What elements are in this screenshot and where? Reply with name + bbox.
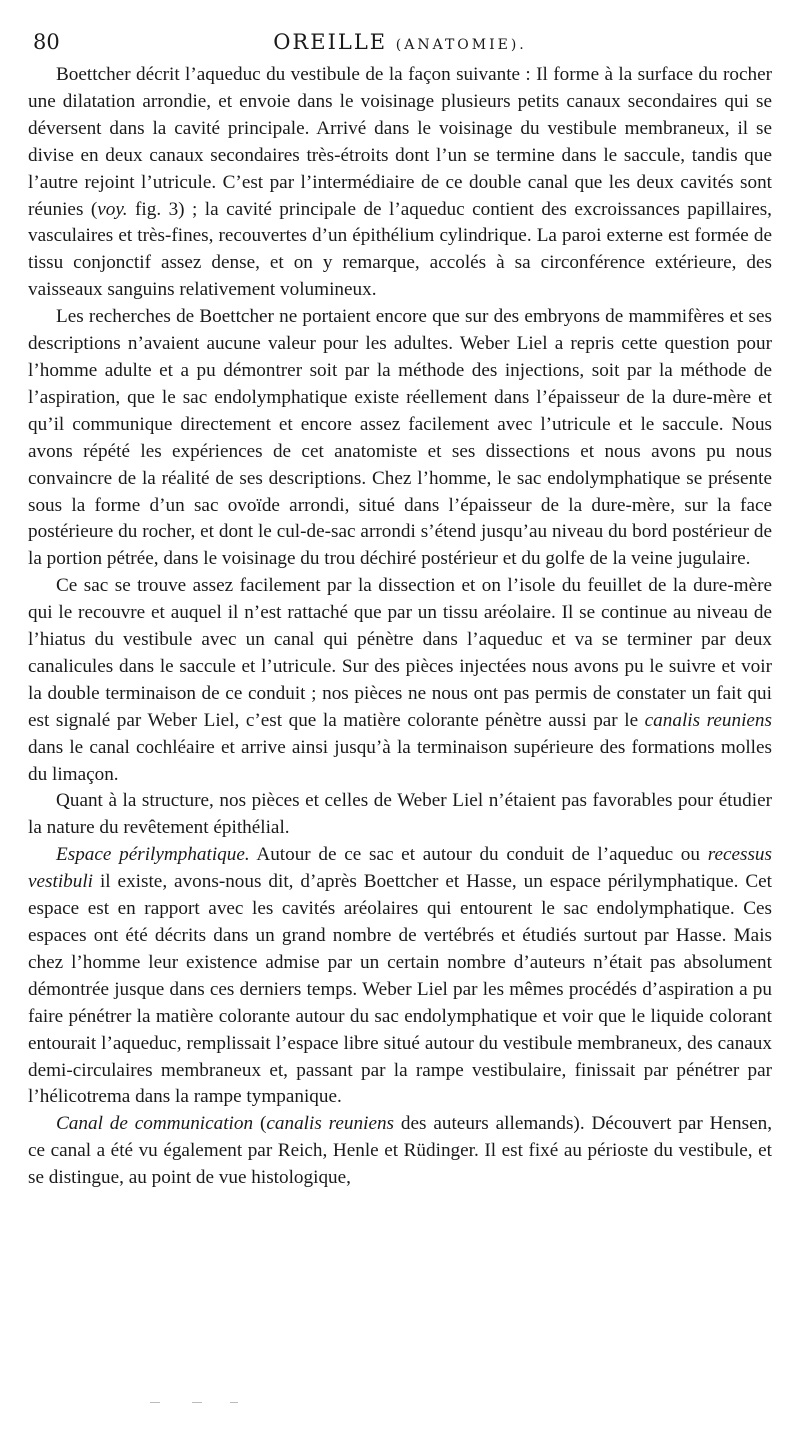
footer-mark xyxy=(230,1402,238,1403)
section-heading-italic: Espace périlymphatique. xyxy=(56,844,250,866)
text-run: fig. 3) ; la cavité principale de l’aqueduc contient des excroissances papillaires, vasculaires et très-fines, recouvertes d’un épithélium cylindrique. La paroi externe est formée de tissu conjonctif assez dense, et on y remarque, accolés à sa circonférence extérieure, des vaisseaux sanguins relativement volumineux. xyxy=(28,198,772,301)
text-run: ( xyxy=(253,1113,267,1135)
section-heading-italic: Canal de communication xyxy=(56,1113,254,1135)
italic-run: recessus vestibuli xyxy=(28,844,772,893)
footer-mark xyxy=(192,1402,202,1403)
text-run: Boettcher décrit l’aqueduc du vestibule de la façon suivante : Il forme à la surface du rocher une dilatation arrondie, et envoie dans le voisinage plusieurs petits canaux secondaires qui se déversent dans la cavité principale. Arrivé dans le voisinage du vestibule membraneux, il se divise en deux canaux secondaires très-étroits dont l’un se termine dans le saccule, tandis que l’autre rejoint l’utricule. C’est par l’intermédiaire de ce double canal que les deux cavités sont réunies ( xyxy=(28,64,772,220)
footer-marks xyxy=(150,1402,270,1406)
text-run: Quant à la structure, nos pièces et celles de Weber Liel n’étaient pas favorables pour étudier la nature du revêtement épithélial. xyxy=(28,790,772,839)
running-header xyxy=(28,28,772,62)
italic-run: voy. xyxy=(97,198,128,220)
paragraph xyxy=(28,304,772,573)
footer-mark xyxy=(150,1402,160,1403)
page xyxy=(28,28,772,1192)
running-title xyxy=(28,30,772,54)
text-run: des auteurs allemands). Découvert par Hensen, ce canal a été vu également par Reich, Henle et Rüdinger. Il est fixé au périoste du vestibule, et se distingue, au point de vue histologique, xyxy=(28,1113,772,1189)
italic-run: canalis reuniens xyxy=(266,1113,395,1135)
text-run: Autour de ce sac et autour du conduit de l’aqueduc ou xyxy=(249,844,708,866)
paragraph xyxy=(28,1111,772,1192)
running-title-main: OREILLE xyxy=(273,30,388,54)
text-run: Ce sac se trouve assez facilement par la dissection et on l’isole du feuillet de la dure-mère qui le recouvre et auquel il n’est rattaché que par un tissu aréolaire. Il se continue au niveau de l’hiatus du vestibule avec un canal qui pénètre dans l’aqueduc et va se terminer par deux canalicules dans le saccule et l’utricule. Sur des pièces injectées nous avons pu le suivre et voir la double terminaison de ce conduit ; nos pièces ne nous ont pas permis de constater un fait qui est signalé par Weber Liel, c’est que la matière colorante pénètre aussi par le xyxy=(28,575,772,731)
italic-run: canalis reuniens xyxy=(644,709,772,731)
paragraph xyxy=(28,842,772,1111)
text-run: Les recherches de Boettcher ne portaient encore que sur des embryons de mammifères et ses descriptions n’avaient aucune valeur pour les adultes. Weber Liel a repris cette question pour l’homme adulte et a pu démontrer soit par la méthode des injections, soit par la méthode de l’aspiration, que le sac endolymphatique existe réellement dans l’épaisseur de la dure-mère et qu’il communique directement et encore assez facilement avec l’utricule et le saccule. Nous avons répété les expériences de cet anatomiste et ses dissections et nous avons pu nous convaincre de la réalité de ses descriptions. Chez l’homme, le sac endolymphatique se présente sous la forme d’un sac ovoïde arrondi, situé dans l’épaisseur de la dure-mère, sur la face postérieure du rocher, et dont le cul-de-sac arrondi s’étend jusqu’au niveau du bord postérieur de la portion pétrée, dans le voisinage du trou déchiré postérieur et du golfe de la veine jugulaire. xyxy=(28,306,772,570)
page-number: 80 xyxy=(33,30,60,54)
paragraph xyxy=(28,62,772,304)
body-text xyxy=(28,62,772,1192)
running-title-sub: (ANATOMIE). xyxy=(395,37,527,53)
text-run: il existe, avons-nous dit, d’après Boettcher et Hasse, un espace périlymphatique. Cet espace est en rapport avec les cavités aréolaires qui entourent le sac endolymphatique. Ces espaces ont été décrits dans un grand nombre de vertébrés et étudiés surtout par Hasse. Mais chez l’homme leur existence admise par un certain nombre d’auteurs n’était pas absolument démontrée jusque dans ces derniers temps. Weber Liel par les mêmes procédés d’aspiration a pu faire pénétrer la matière colorante autour du sac endolymphatique et voir que le liquide colorant entourait l’aqueduc, remplissait l’espace libre situé autour du vestibule membraneux, des canaux demi-circulaires membraneux et, passant par la rampe vestibulaire, finissait par pénétrer par l’hélicotrema dans la rampe tympanique. xyxy=(28,871,772,1108)
text-run: dans le canal cochléaire et arrive ainsi jusqu’à la terminaison supérieure des formations molles du limaçon. xyxy=(28,736,772,785)
paragraph xyxy=(28,788,772,842)
paragraph xyxy=(28,573,772,788)
